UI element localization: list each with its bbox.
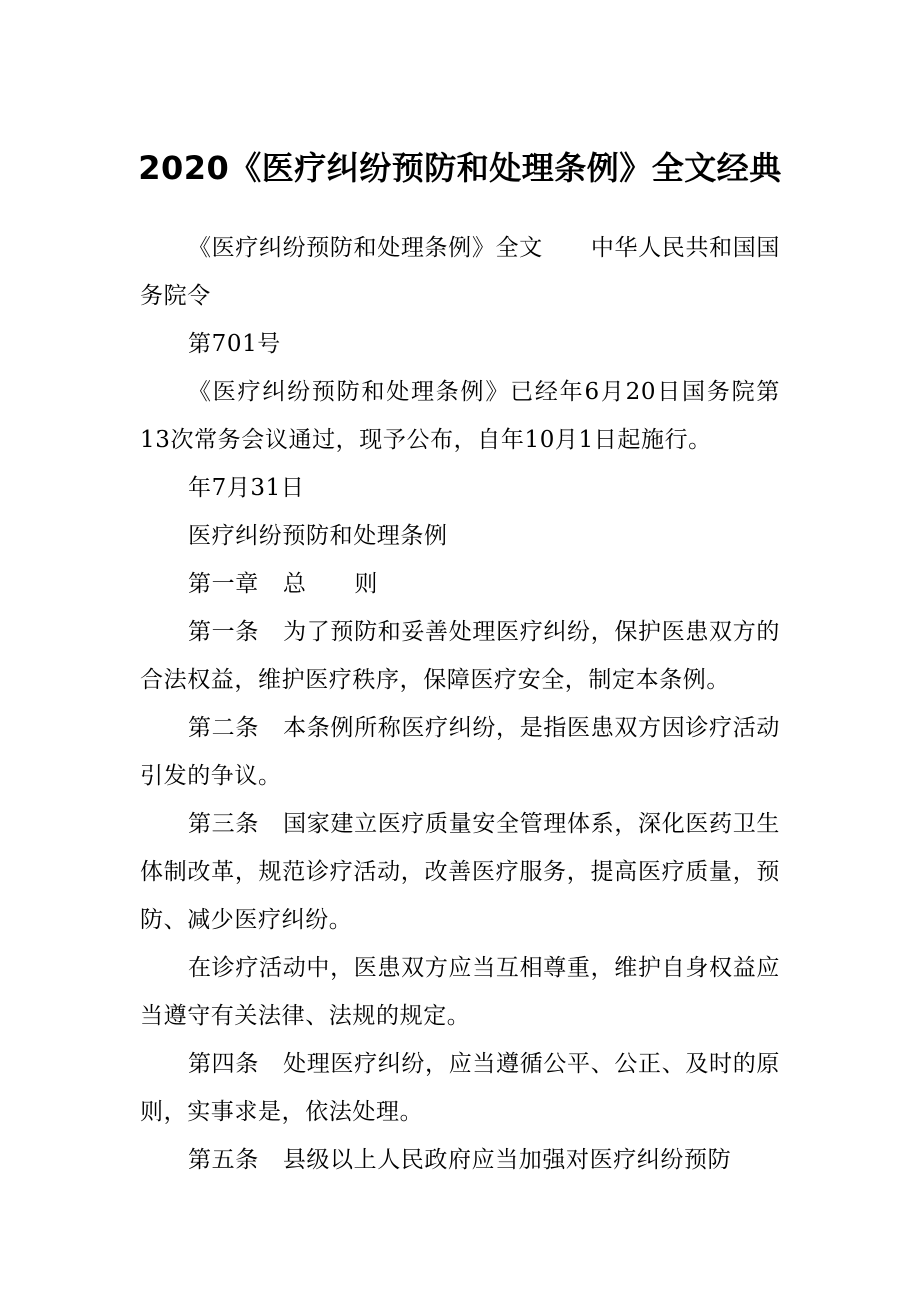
article-3-paragraph-2: 在诊疗活动中，医患双方应当互相尊重，维护自身权益应当遵守有关法律、法规的规定。	[140, 955, 780, 1029]
article-label: 第四条	[188, 1051, 259, 1077]
document-body	[140, 224, 780, 1184]
document-title: 2020《医疗纠纷预防和处理条例》全文经典	[138, 149, 782, 187]
regulation-title: 医疗纠纷预防和处理条例	[188, 523, 448, 549]
article-text: 为了预防和妥善处理医疗纠纷，保护医患双方的合法权益，维护医疗秩序，保障医疗安全，制定本条例。	[140, 619, 780, 693]
article-1	[140, 608, 780, 704]
article-3	[140, 800, 780, 944]
announcement: 《医疗纠纷预防和处理条例》已经年6月20日国务院第13次常务会议通过，现予公布，自年10月1日起施行。	[140, 379, 780, 453]
article-text: 处理医疗纠纷，应当遵循公平、公正、及时的原则，实事求是，依法处理。	[140, 1051, 780, 1125]
article-2	[140, 704, 780, 800]
article-4	[140, 1040, 780, 1136]
article-5	[140, 1136, 780, 1184]
intro-paragraph	[140, 224, 780, 320]
article-text: 国家建立医疗质量安全管理体系，深化医药卫生体制改革，规范诊疗活动，改善医疗服务，提高医疗质量，预防、减少医疗纠纷。	[140, 811, 780, 933]
article-label: 第三条	[188, 811, 259, 837]
article-text: 县级以上人民政府应当加强对医疗纠纷预防	[282, 1147, 732, 1173]
intro-title: 《医疗纠纷预防和处理条例》全文	[188, 235, 543, 261]
article-text: 本条例所称医疗纠纷，是指医患双方因诊疗活动引发的争议。	[140, 715, 780, 789]
issue-date: 年7月31日	[188, 475, 305, 501]
order-number: 第701号	[188, 331, 281, 357]
issuer: 中华人民共和国国务院令	[140, 235, 780, 309]
chapter-heading: 第一章 总 则	[188, 571, 379, 597]
article-label: 第五条	[188, 1147, 259, 1173]
article-label: 第二条	[188, 715, 259, 741]
article-label: 第一条	[188, 619, 259, 645]
